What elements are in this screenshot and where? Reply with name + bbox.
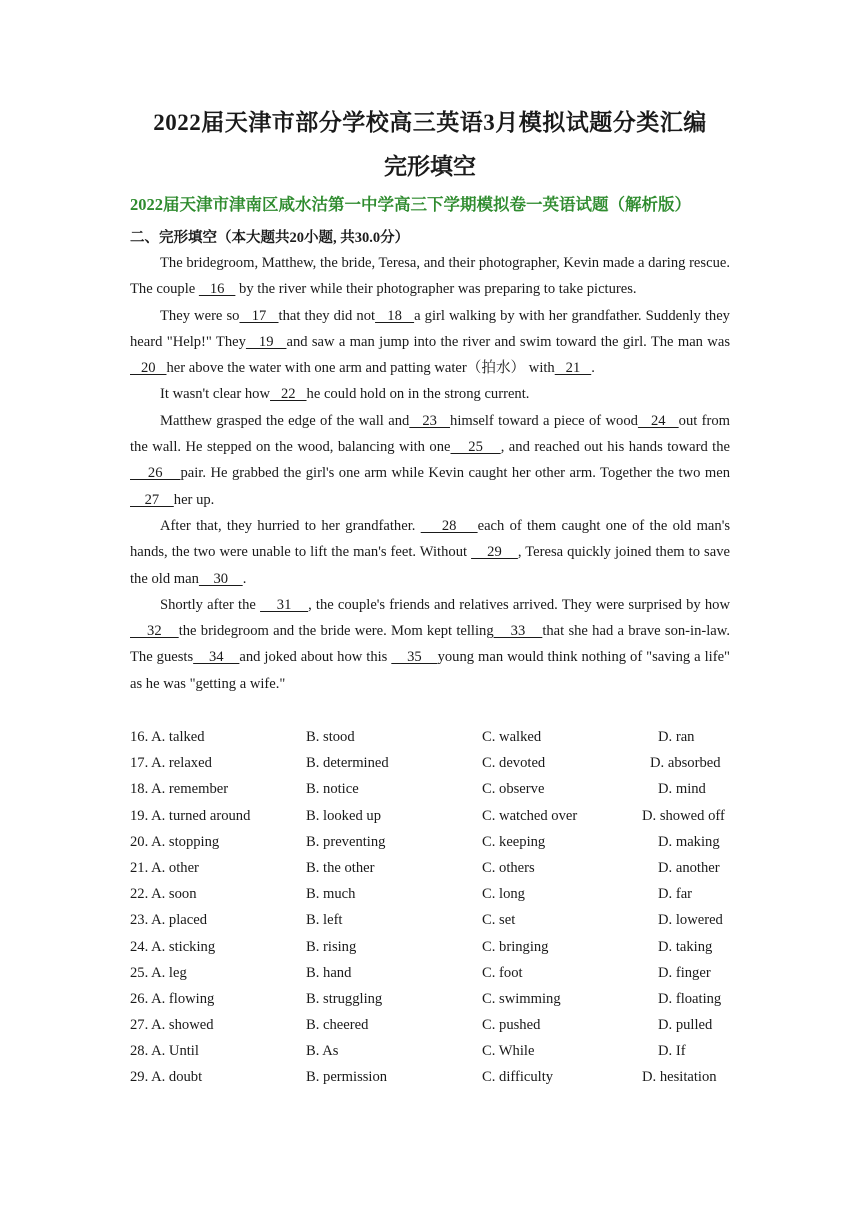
option-d: D. making — [658, 833, 720, 850]
option-d: D. floating — [658, 990, 722, 1007]
option-row — [130, 829, 730, 855]
option-c: C. swimming — [482, 990, 561, 1007]
page-subtitle: 完形填空 — [384, 154, 476, 179]
option-c: C. keeping — [482, 833, 546, 850]
option-c: C. long — [482, 886, 525, 903]
passage-text: . — [591, 360, 595, 377]
passage-text: . — [242, 570, 247, 587]
passage-text: a girl walking by with her grandfather. Suddenly they heard "Help!" They — [130, 307, 730, 350]
blank-number: 25 — [450, 439, 501, 456]
option-row — [130, 960, 730, 986]
section-heading: 二、完形填空（本大题共20小题, 共30.0分） — [130, 230, 410, 246]
option-c: C. walked — [482, 729, 542, 745]
option-b: B. much — [306, 886, 356, 903]
option-c: C. devoted — [482, 755, 546, 772]
option-row — [130, 934, 730, 960]
passage-text: , Teresa quickly joined them to save the old man — [130, 544, 730, 587]
answer-options — [130, 724, 730, 1091]
option-b: B. cheered — [306, 1017, 369, 1034]
passage-text: Shortly after the — [160, 596, 261, 613]
blank-number: 28 — [420, 517, 478, 534]
option-d: D. taking — [658, 938, 713, 955]
blank-number: 34 — [193, 649, 240, 666]
option-row — [130, 750, 730, 776]
blank-number: 35 — [391, 649, 438, 666]
passage-text: himself toward a piece of wood — [450, 412, 638, 429]
option-b: B. hand — [306, 964, 352, 981]
option-row — [130, 907, 730, 933]
page-title: 2022届天津市部分学校高三英语3月模拟试题分类汇编 — [153, 110, 707, 135]
passage-text: After that, they hurried to her grandfather. — [160, 517, 421, 534]
blank-number: 33 — [493, 623, 543, 640]
blank-number: 24 — [637, 412, 679, 429]
option-d: D. mind — [658, 781, 706, 798]
option-b: B. left — [306, 912, 343, 929]
option-a: 19. A. turned around — [130, 807, 251, 824]
blank-number: 16 — [198, 281, 236, 298]
option-c: C. others — [482, 859, 535, 876]
option-d: D. far — [658, 886, 693, 903]
option-d: D. pulled — [658, 1017, 713, 1034]
passage-paragraph — [130, 250, 730, 303]
passage-text: that they did not — [278, 307, 376, 324]
option-row — [130, 1038, 730, 1064]
passage-paragraph — [130, 513, 730, 592]
option-a: 17. A. relaxed — [130, 755, 212, 772]
blank-number: 22 — [270, 386, 307, 403]
passage-text: young man would think nothing of "saving a life" as he was "getting a wife." — [130, 649, 730, 692]
option-b: B. rising — [306, 938, 357, 955]
option-a: 23. A. placed — [130, 912, 208, 929]
option-d: D. If — [658, 1043, 686, 1060]
option-row — [130, 855, 730, 881]
option-d: D. ran — [658, 729, 695, 745]
option-b: B. stood — [306, 729, 355, 745]
option-a: 16. A. talked — [130, 729, 205, 745]
passage-text: It wasn't clear how — [160, 386, 271, 403]
passage-paragraph — [130, 408, 730, 513]
blank-number: 18 — [375, 307, 415, 324]
option-a: 20. A. stopping — [130, 833, 220, 850]
option-row — [130, 881, 730, 907]
option-d: D. showed off — [642, 807, 725, 824]
option-b: B. determined — [306, 755, 389, 772]
option-a: 29. A. doubt — [130, 1069, 203, 1086]
passage-text: , the couple's friends and relatives arrived. They were surprised by how — [308, 596, 731, 613]
passage-text: and joked about how this — [239, 649, 392, 666]
option-b: B. preventing — [306, 833, 386, 850]
option-a: 26. A. flowing — [130, 990, 215, 1007]
passage-text: the bridegroom and the bride were. Mom kept telling — [178, 623, 494, 640]
passage-text: each of them caught one of the old man's hands, the two were unable to lift the man's feet. Without — [130, 517, 731, 561]
passage-text: pair. He grabbed the girl's one arm while Kevin caught her other arm. Together the two men — [180, 465, 730, 482]
blank-number: 19 — [245, 333, 287, 350]
passage-text: The bridegroom, Matthew, the bride, Teresa, and their photographer, Kevin made a daring rescue. The couple — [130, 255, 730, 298]
option-c: C. bringing — [482, 938, 549, 955]
source-title: 2022届天津市津南区咸水沽第一中学高三下学期模拟卷一英语试题（解析版） — [130, 195, 691, 214]
blank-number: 20 — [130, 360, 167, 377]
blank-number: 26 — [130, 465, 181, 482]
option-a: 22. A. soon — [130, 886, 197, 903]
passage-paragraph — [130, 592, 730, 697]
option-c: C. set — [482, 912, 516, 929]
blank-number: 31 — [260, 596, 309, 613]
passage-text: They were so — [160, 307, 240, 324]
option-d: D. lowered — [658, 912, 723, 929]
passage-text: her up. — [173, 491, 215, 508]
passage-text: , and reached out his hands toward the — [500, 439, 731, 456]
option-b: B. looked up — [306, 807, 381, 824]
passage-text: out from the wall. He stepped on the wood, balancing with one — [130, 412, 731, 456]
option-a: 25. A. leg — [130, 964, 187, 981]
option-d: D. finger — [658, 964, 711, 981]
option-a: 18. A. remember — [130, 781, 229, 798]
option-a: 21. A. other — [130, 859, 199, 876]
option-c: C. pushed — [482, 1017, 541, 1034]
blank-number: 30 — [198, 570, 243, 587]
option-c: C. foot — [482, 964, 523, 981]
passage-paragraph — [130, 303, 730, 382]
option-row — [130, 1012, 730, 1038]
option-row — [130, 986, 730, 1012]
blank-number: 17 — [239, 307, 279, 324]
option-c: C. difficulty — [482, 1069, 554, 1086]
option-b: B. struggling — [306, 990, 383, 1007]
option-a: 24. A. sticking — [130, 938, 216, 955]
passage-text: and saw a man jump into the river and swim toward the girl. The man was — [286, 333, 730, 350]
option-row — [130, 776, 730, 802]
option-c: C. While — [482, 1043, 535, 1060]
option-d: D. absorbed — [650, 755, 721, 772]
passage-paragraph — [130, 381, 730, 407]
option-a: 28. A. Until — [130, 1043, 199, 1060]
option-b: B. As — [306, 1043, 339, 1060]
option-row — [130, 1064, 730, 1090]
passage-text: he could hold on in the strong current. — [306, 386, 530, 403]
blank-number: 23 — [409, 412, 451, 429]
option-b: B. permission — [306, 1069, 388, 1086]
option-c: C. watched over — [482, 807, 578, 824]
option-b: B. notice — [306, 781, 359, 798]
option-d: D. hesitation — [642, 1069, 717, 1086]
option-b: B. the other — [306, 859, 375, 876]
blank-number: 21 — [554, 360, 592, 377]
blank-number: 29 — [471, 544, 518, 561]
cloze-passage — [130, 250, 730, 697]
option-row — [130, 724, 730, 750]
option-a: 27. A. showed — [130, 1017, 214, 1034]
option-row — [130, 803, 730, 829]
passage-text: by the river while their photographer was preparing to take pictures. — [235, 281, 637, 298]
passage-text: her above the water with one arm and patting water（拍水） with — [166, 360, 555, 377]
blank-number: 32 — [130, 623, 179, 640]
blank-number: 27 — [130, 491, 174, 508]
option-c: C. observe — [482, 781, 545, 798]
option-d: D. another — [658, 859, 720, 876]
passage-text: that she had a brave son-in-law. The guests — [130, 623, 731, 666]
passage-text: Matthew grasped the edge of the wall and — [160, 412, 410, 429]
